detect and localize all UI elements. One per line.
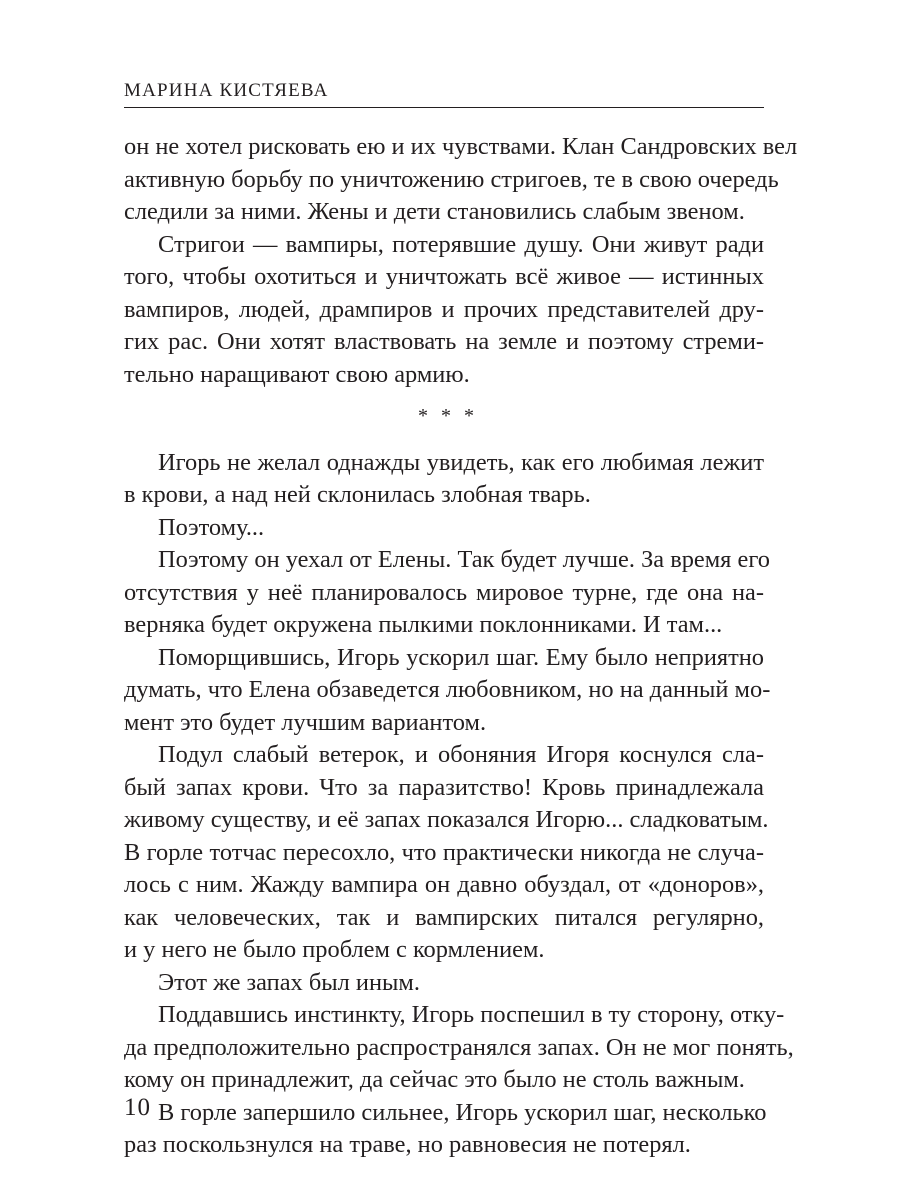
text-line: того, чтобы охотиться и уничтожать всё живое — истинных	[124, 263, 764, 290]
text-line: В горле запершило сильнее, Игорь ускорил шаг, несколько	[158, 1098, 767, 1126]
paragraph	[124, 131, 798, 229]
paragraph	[124, 999, 794, 1097]
text-line: бый запах крови. Что за паразитство! Кровь принадлежала	[124, 773, 764, 801]
text-line: Поддавшись инстинкту, Игорь поспешил в ту сторону, отку-	[158, 1001, 785, 1028]
text-line: в крови, а над ней склонилась злобная тварь.	[124, 481, 591, 508]
text-line: Стригои — вампиры, потерявшие душу. Они живут ради	[158, 230, 764, 258]
text-line: раз поскользнулся на траве, но равновесия не потерял.	[124, 1131, 691, 1158]
text-line: как человеческих, так и вампирских питался регулярно,	[124, 903, 764, 931]
text-line: тельно наращивают свою армию.	[124, 360, 470, 388]
paragraph	[124, 229, 764, 392]
running-head: МАРИНА КИСТЯЕВА	[124, 80, 329, 101]
text-line: да предположительно распространялся запах. Он не мог понять,	[124, 1033, 794, 1061]
section-separator: * * *	[418, 405, 478, 427]
text-line: Игорь не желал однажды увидеть, как его любимая лежит	[158, 448, 764, 476]
text-line: Поэтому он уехал от Елены. Так будет лучше. За время его	[158, 546, 770, 573]
paragraph	[124, 642, 771, 740]
text-line: гих рас. Они хотят властвовать на земле и поэтому стреми-	[124, 328, 764, 355]
text-line: следили за ними. Жены и дети становились слабым звеном.	[124, 198, 745, 225]
text-line: Поморщившись, Игорь ускорил шаг. Ему было неприятно	[158, 643, 764, 671]
text-line: кому он принадлежит, да сейчас это было не столь важным.	[124, 1066, 745, 1093]
paragraph	[124, 512, 764, 545]
text-line: лось с ним. Жажду вампира он давно обуздал, от «доноров»,	[124, 871, 764, 898]
text-line: отсутствия у неё планировалось мировое турне, где она на-	[124, 578, 764, 606]
text-line: и у него не было проблем с кормлением.	[124, 936, 545, 963]
text-line: Поэтому...	[158, 513, 265, 541]
text-line: мент это будет лучшим вариантом.	[124, 708, 487, 736]
paragraph	[124, 447, 764, 512]
text-line: вампиров, людей, дрампиров и прочих представителей дру-	[124, 295, 764, 323]
text-line: живому существу, и её запах показался Игорю... сладковатым.	[124, 806, 769, 833]
paragraph	[124, 739, 769, 967]
text-line: верняка будет окружена пылкими поклонниками. И там...	[124, 611, 723, 638]
text-line: Этот же запах был иным.	[158, 968, 420, 996]
paragraph	[124, 544, 770, 642]
paragraph	[124, 1097, 767, 1162]
text-line: он не хотел рисковать ею и их чувствами. Клан Сандровских вел	[124, 133, 798, 160]
paragraph	[124, 967, 764, 1000]
text-line: активную борьбу по уничтожению стригоев, те в свою очередь	[124, 165, 779, 193]
page-number: 10	[124, 1094, 151, 1121]
header-rule	[124, 107, 764, 108]
text-line: Подул слабый ветерок, и обоняния Игоря коснулся сла-	[158, 741, 764, 768]
text-line: думать, что Елена обзаведется любовником, но на данный мо-	[124, 676, 771, 703]
text-line: В горле тотчас пересохло, что практически никогда не случа-	[124, 838, 764, 866]
body-text	[124, 131, 798, 1162]
